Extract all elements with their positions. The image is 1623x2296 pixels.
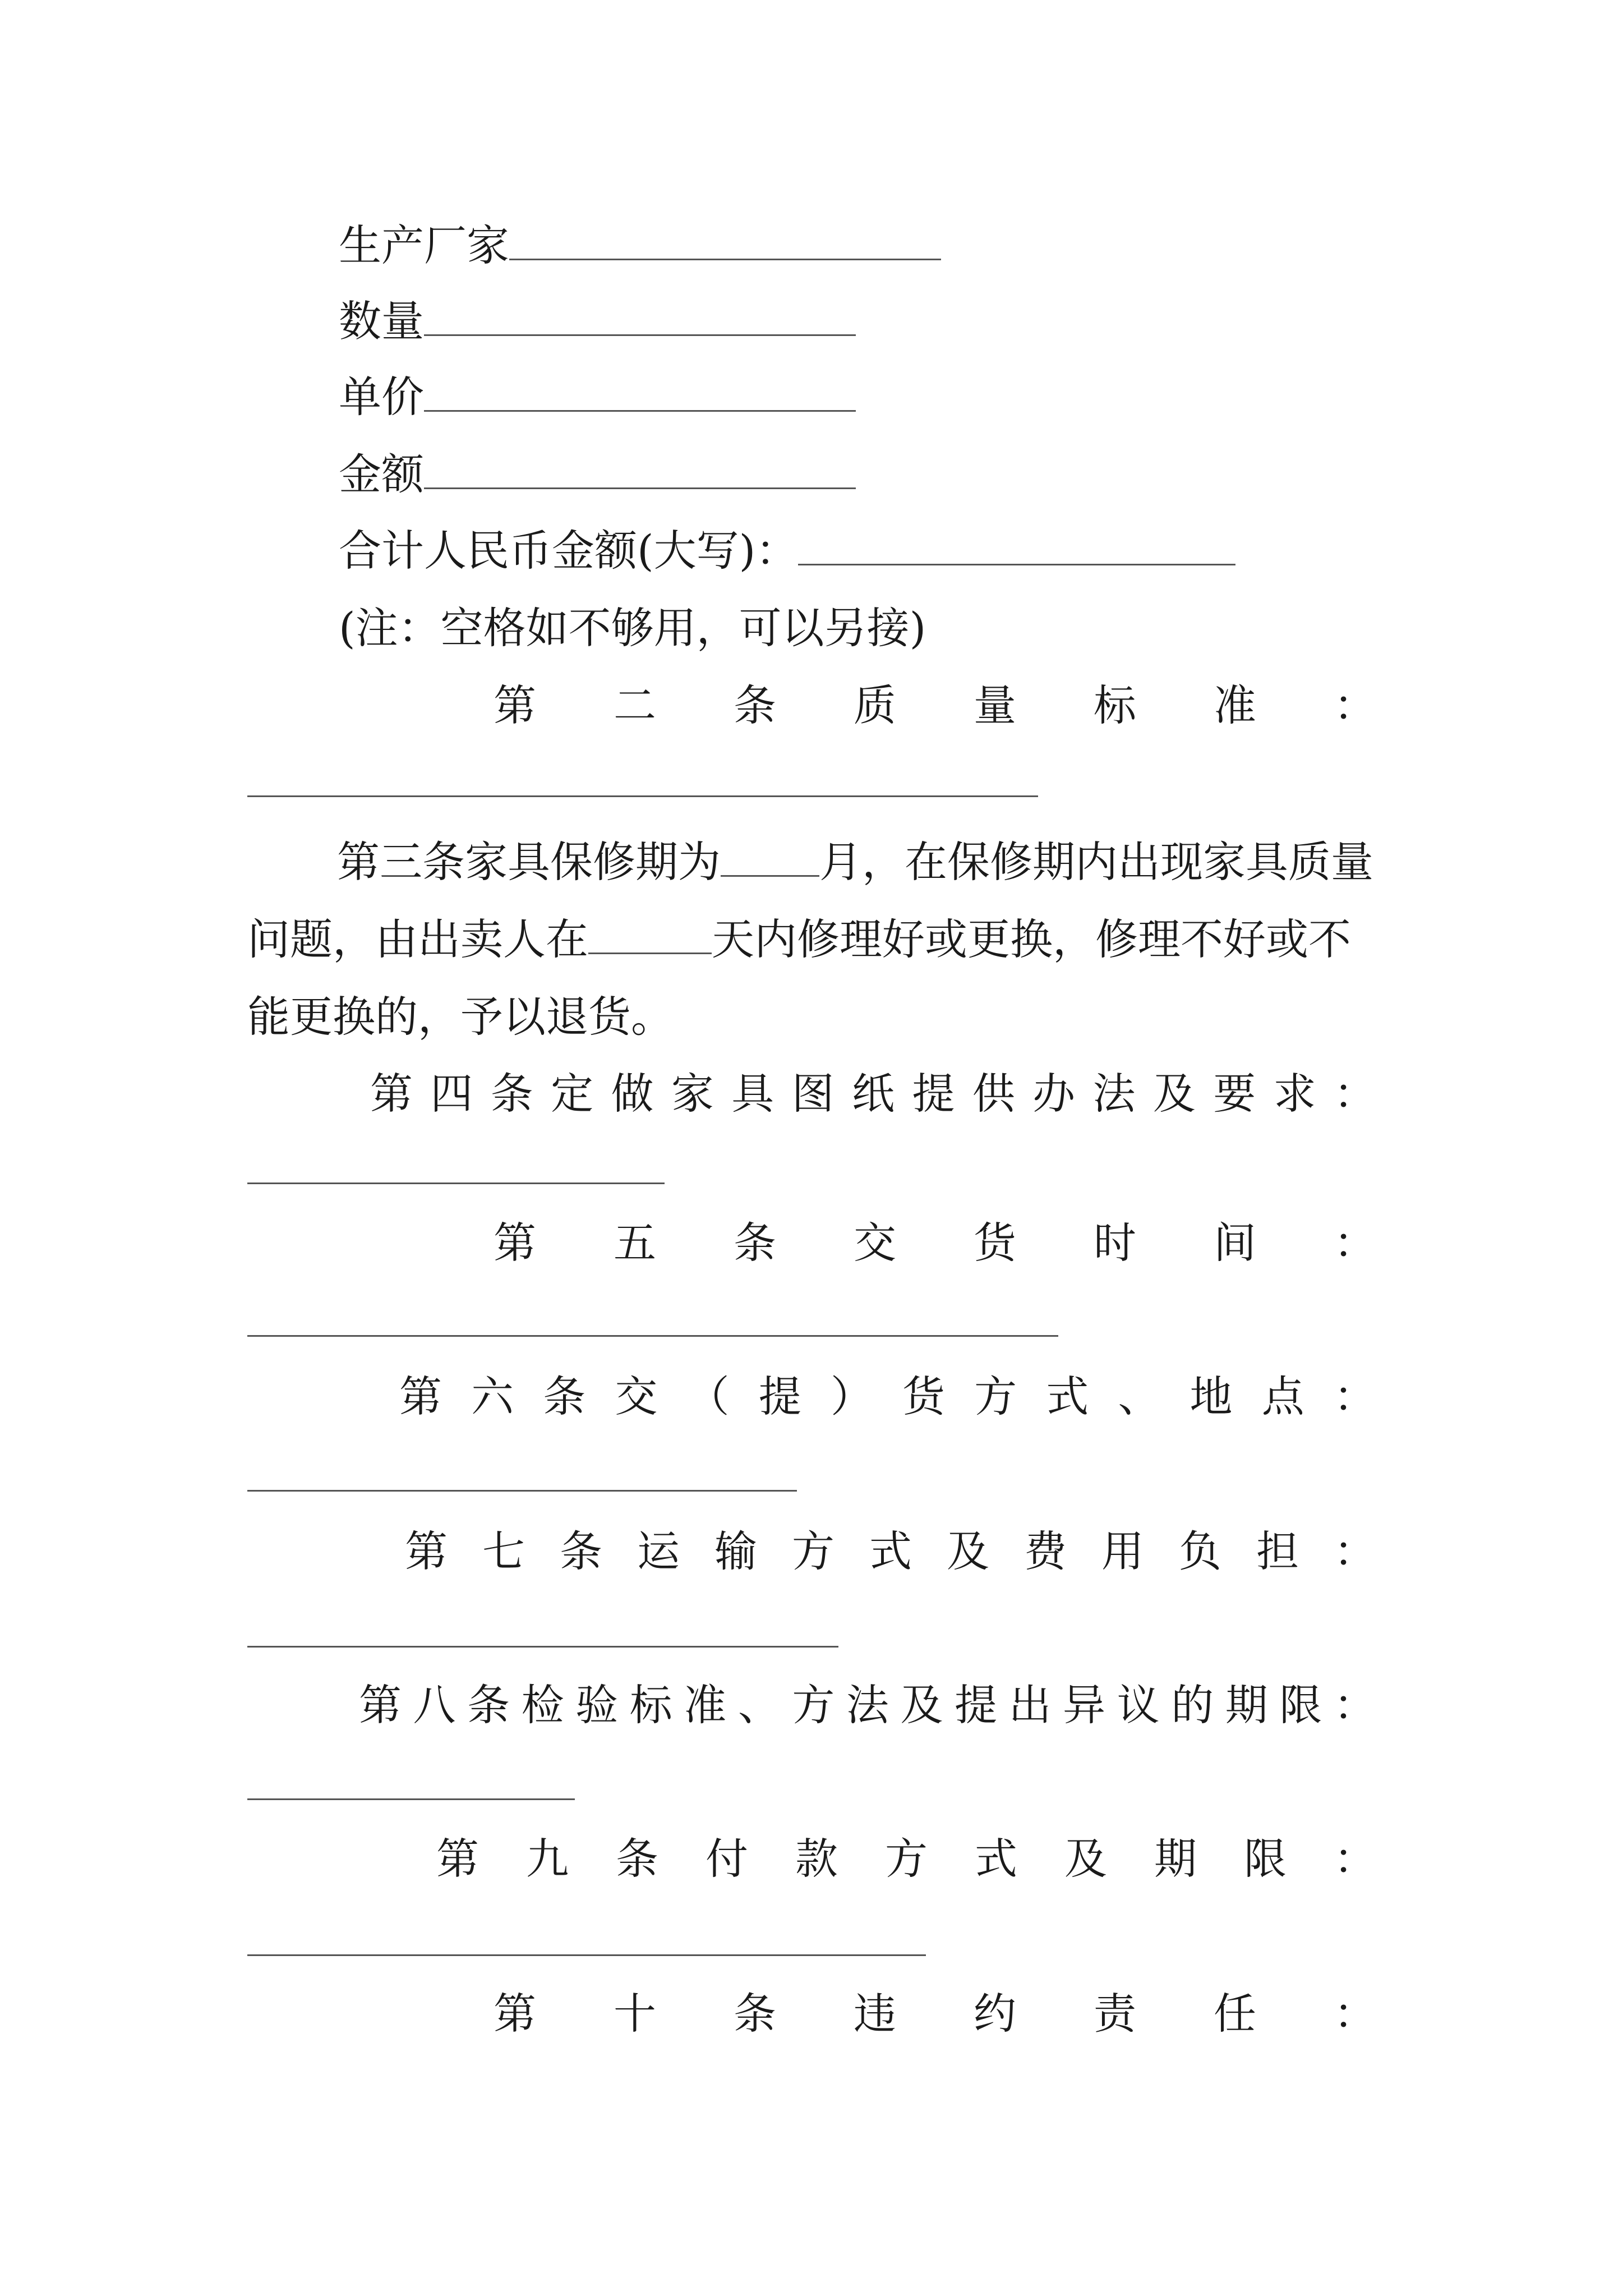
heading-char: ： — [1334, 680, 1376, 730]
heading-char: 货 — [902, 1372, 945, 1421]
heading-char: 条 — [490, 1069, 533, 1119]
article-9-heading — [436, 1831, 1376, 1887]
heading-char: 责 — [1094, 1989, 1136, 2039]
heading-char: 条 — [560, 1526, 602, 1576]
heading-char: 用 — [1101, 1526, 1144, 1576]
quantity-label: 数量 — [339, 296, 424, 346]
heading-char: 点 — [1261, 1372, 1304, 1421]
heading-char: 及 — [1064, 1834, 1107, 1884]
heading-char: 异 — [1063, 1680, 1106, 1730]
article-7-blank[interactable] — [247, 1646, 838, 1648]
article-5-blank[interactable] — [247, 1335, 1058, 1337]
heading-char: 交 — [854, 1218, 896, 1268]
heading-char: 输 — [714, 1526, 757, 1576]
heading-char: 检 — [521, 1680, 564, 1730]
heading-char: 间 — [1214, 1218, 1256, 1268]
heading-char: 标 — [629, 1680, 672, 1730]
article-3-text-1: 第三条家具保修期为 — [337, 837, 721, 887]
heading-char: 期 — [1225, 1680, 1268, 1730]
heading-char: 八 — [413, 1680, 456, 1730]
heading-char: ： — [1334, 1069, 1376, 1119]
article-6-heading — [399, 1369, 1376, 1425]
heading-char: 第 — [399, 1372, 442, 1421]
article-5-heading — [494, 1215, 1376, 1271]
heading-char: 第 — [494, 680, 536, 730]
heading-char: 量 — [974, 680, 1016, 730]
heading-char: 标 — [1094, 680, 1136, 730]
repair-days-blank[interactable] — [588, 920, 712, 954]
heading-char: 任 — [1214, 1989, 1256, 2039]
article-8-blank[interactable] — [247, 1798, 575, 1800]
heading-char: 验 — [575, 1680, 619, 1730]
heading-char: 第 — [359, 1680, 402, 1730]
note-line: (注：空格如不够用，可以另接) — [339, 603, 926, 653]
heading-char: ： — [1333, 1680, 1376, 1730]
heading-char: 条 — [734, 680, 776, 730]
article-8-heading — [359, 1677, 1376, 1733]
heading-char: 求 — [1273, 1069, 1316, 1119]
heading-char: 十 — [614, 1989, 656, 2039]
heading-char: 纸 — [852, 1069, 895, 1119]
heading-char: 定 — [551, 1069, 594, 1119]
heading-char: 时 — [1094, 1218, 1136, 1268]
heading-char: 法 — [1092, 1069, 1136, 1119]
heading-char: 出 — [1008, 1680, 1052, 1730]
manufacturer-blank[interactable] — [509, 224, 941, 260]
heading-char: ） — [830, 1372, 873, 1421]
heading-char: ： — [1334, 1218, 1376, 1268]
heading-char: 交 — [615, 1372, 658, 1421]
heading-char: 的 — [1171, 1680, 1214, 1730]
heading-char: 议 — [1117, 1680, 1160, 1730]
heading-char: 方 — [974, 1372, 1017, 1421]
heading-char: 质 — [854, 680, 896, 730]
heading-char: 期 — [1154, 1834, 1197, 1884]
unit-price-label: 单价 — [339, 372, 424, 422]
heading-char: （ — [686, 1372, 730, 1421]
heading-char: 条 — [616, 1834, 658, 1884]
heading-char: 供 — [972, 1069, 1015, 1119]
total-rmb-row — [339, 523, 1235, 579]
heading-char: 提 — [758, 1372, 801, 1421]
amount-label: 金额 — [339, 449, 424, 499]
heading-char: 限 — [1279, 1680, 1322, 1730]
heading-char: 担 — [1256, 1526, 1299, 1576]
heading-char: 限 — [1244, 1834, 1287, 1884]
heading-char: 具 — [731, 1069, 774, 1119]
heading-char: 方 — [792, 1526, 834, 1576]
amount-blank[interactable] — [424, 453, 856, 489]
heading-char: 九 — [526, 1834, 569, 1884]
heading-char: 提 — [912, 1069, 955, 1119]
article-3-text-5: 能更换的，予以退货。 — [247, 992, 674, 1042]
heading-char: 办 — [1032, 1069, 1076, 1119]
warranty-months-blank[interactable] — [721, 843, 819, 877]
heading-char: 六 — [471, 1372, 514, 1421]
heading-char: 条 — [734, 1218, 776, 1268]
total-rmb-label: 合计人民币金额(大写)： — [339, 526, 799, 576]
manufacturer-row — [339, 218, 941, 274]
heading-char: ： — [1334, 1834, 1376, 1884]
heading-char: ： — [1334, 1989, 1376, 2039]
unit-price-row — [339, 369, 856, 425]
article-10-heading — [494, 1986, 1376, 2042]
heading-char: 条 — [467, 1680, 510, 1730]
article-3-text-4: 天内修理好或更换，修理不好或不 — [712, 914, 1351, 964]
heading-char: 第 — [370, 1069, 413, 1119]
article-7-heading — [405, 1524, 1376, 1580]
heading-char: 二 — [614, 680, 656, 730]
heading-char: 、 — [1118, 1372, 1161, 1421]
article-9-blank[interactable] — [247, 1954, 926, 1956]
manufacturer-label: 生产厂家 — [339, 220, 509, 270]
heading-char: 图 — [791, 1069, 834, 1119]
article-4-blank[interactable] — [247, 1182, 665, 1184]
heading-char: 做 — [611, 1069, 654, 1119]
heading-char: 违 — [854, 1989, 896, 2039]
heading-char: 七 — [482, 1526, 525, 1576]
heading-char: 及 — [947, 1526, 989, 1576]
heading-char: 准 — [1214, 680, 1256, 730]
heading-char: 提 — [955, 1680, 998, 1730]
article-2-heading — [494, 678, 1376, 734]
heading-char: 方 — [792, 1680, 835, 1730]
heading-char: 负 — [1179, 1526, 1221, 1576]
heading-char: 及 — [1152, 1069, 1196, 1119]
heading-char: 第 — [405, 1526, 448, 1576]
article-6-blank[interactable] — [247, 1490, 797, 1492]
quantity-row — [339, 293, 856, 349]
amount-row — [339, 447, 856, 503]
heading-char: 款 — [795, 1834, 838, 1884]
quantity-blank[interactable] — [424, 300, 856, 336]
heading-char: 第 — [494, 1218, 536, 1268]
heading-char: ： — [1334, 1526, 1376, 1576]
heading-char: 式 — [1046, 1372, 1089, 1421]
article-4-heading — [370, 1066, 1376, 1122]
heading-char: 运 — [637, 1526, 680, 1576]
article-3-text-2: 月，在保修期内出现家具质量 — [819, 837, 1373, 887]
heading-char: 式 — [975, 1834, 1017, 1884]
article-3-paragraph — [247, 823, 1376, 1056]
heading-char: 准 — [684, 1680, 727, 1730]
heading-char: 条 — [734, 1989, 776, 2039]
heading-char: 第 — [436, 1834, 479, 1884]
heading-char: 式 — [869, 1526, 912, 1576]
heading-char: 及 — [900, 1680, 943, 1730]
article-3-text-3: 问题，由出卖人在 — [247, 914, 588, 964]
heading-char: 四 — [430, 1069, 473, 1119]
heading-char: 付 — [706, 1834, 748, 1884]
heading-char: ： — [1333, 1372, 1376, 1421]
heading-char: 费 — [1024, 1526, 1067, 1576]
heading-char: 约 — [974, 1989, 1016, 2039]
heading-char: 货 — [974, 1218, 1016, 1268]
heading-char: 五 — [614, 1218, 656, 1268]
total-rmb-blank[interactable] — [798, 529, 1235, 565]
unit-price-blank[interactable] — [424, 375, 856, 412]
heading-char: 、 — [737, 1680, 781, 1730]
heading-char: 方 — [885, 1834, 928, 1884]
article-2-blank[interactable] — [247, 795, 1038, 797]
heading-char: 条 — [543, 1372, 586, 1421]
heading-char: 家 — [671, 1069, 714, 1119]
heading-char: 要 — [1213, 1069, 1256, 1119]
heading-char: 地 — [1189, 1372, 1233, 1421]
heading-char: 法 — [846, 1680, 889, 1730]
heading-char: 第 — [494, 1989, 536, 2039]
